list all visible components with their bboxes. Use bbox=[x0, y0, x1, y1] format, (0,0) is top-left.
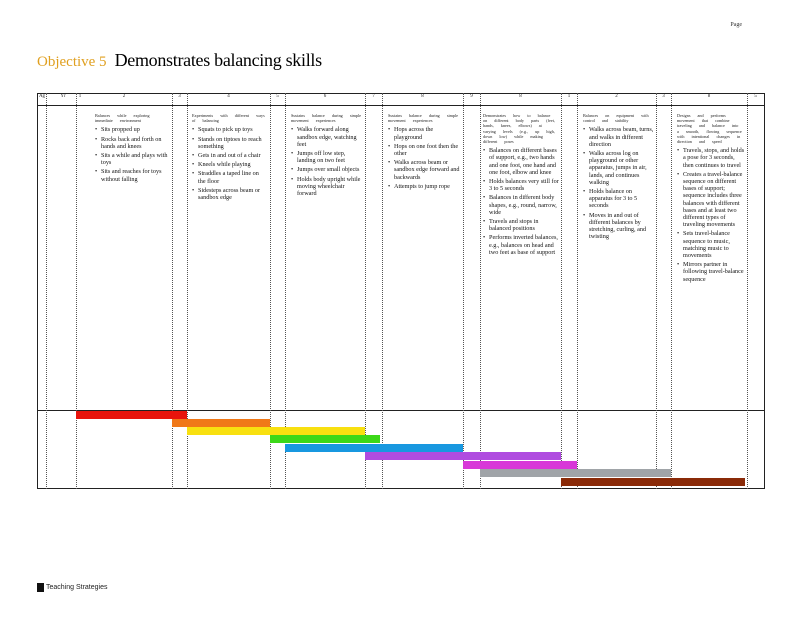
progression-chart bbox=[37, 93, 765, 489]
page-number: Page bbox=[730, 22, 742, 28]
column-intro: Experiments with different ways of balancing bbox=[192, 113, 265, 124]
list-item: • Squats to pick up toys bbox=[192, 126, 267, 133]
col-divider bbox=[382, 93, 383, 489]
brand-name: Teaching Strategies bbox=[46, 584, 108, 591]
column-level-2 bbox=[95, 113, 170, 185]
header-level: 9 bbox=[470, 94, 473, 99]
header-level: 8 bbox=[421, 94, 424, 99]
list-item: • Moves in and out of different balances by stretching, curling, and twisting bbox=[583, 212, 655, 241]
column-level-9 bbox=[483, 113, 559, 258]
header-age: Ag bbox=[38, 94, 46, 99]
color-bar-red bbox=[76, 411, 187, 419]
header-level: 5 bbox=[276, 94, 279, 99]
color-bar-yellow bbox=[187, 427, 365, 435]
list-item: • Jumps over small objects bbox=[291, 166, 363, 173]
col-divider bbox=[577, 93, 578, 489]
col-divider bbox=[480, 93, 481, 489]
list-item: • Creates a travel-balance sequence on different bases of support; sequence includes three balances with different bases and at least two different types of traveling movements bbox=[677, 171, 745, 229]
logo-mark-icon bbox=[37, 583, 44, 592]
header-level: 5 bbox=[754, 94, 757, 99]
list-item: • Hops on one foot then the other bbox=[388, 143, 461, 157]
list-item: • Holds balance on apparatus for 3 to 5 seconds bbox=[583, 188, 655, 210]
list-item: • Holds body upright while moving wheelchair forward bbox=[291, 176, 363, 198]
col-divider bbox=[76, 93, 77, 489]
column-intro: Balances on equipment with control and stability bbox=[583, 113, 649, 124]
list-item: • Gets in and out of a chair bbox=[192, 152, 267, 159]
right-border bbox=[764, 93, 765, 489]
page-title bbox=[37, 50, 322, 71]
list-item: • Mirrors partner in following travel-balance sequence bbox=[677, 261, 745, 283]
col-divider bbox=[561, 93, 562, 489]
left-border bbox=[37, 93, 38, 489]
col-divider bbox=[172, 93, 173, 489]
color-bar-brown bbox=[561, 478, 745, 486]
list-item: • Performs inverted balances, e.g., balances on head and two feet as base of support bbox=[483, 234, 559, 256]
list-item: • Hops across the playground bbox=[388, 126, 461, 140]
list-item: • Sits a while and plays with toys bbox=[95, 152, 170, 166]
column-intro: Demonstrates how to balance on different body parts (feet, hands, knees, elbows) at varying levels (e.g., up high, down low) while making different poses bbox=[483, 113, 555, 145]
column-intro: Designs and performs movement that combine traveling and balance into a smooth, flowing sequence with intentional changes in direction and speed bbox=[677, 113, 742, 145]
col-divider bbox=[656, 93, 657, 489]
list-item: • Travels and stops in balanced positions bbox=[483, 218, 559, 232]
color-bar-gray bbox=[480, 469, 671, 477]
list-item: • Travels, stops, and holds a pose for 3 seconds, then continues to travel bbox=[677, 147, 745, 169]
list-item: • Walks forward along sandbox edge, watching feet bbox=[291, 126, 363, 148]
header-level: 4 bbox=[227, 94, 230, 99]
header-year: Yr bbox=[60, 94, 66, 99]
list-item: • Walks across beam or sandbox edge forward and backwards bbox=[388, 159, 461, 181]
list-item: • Sets travel-balance sequence to music, matching music to movements bbox=[677, 230, 745, 259]
list-item: • Jumps off low step, landing on two feet bbox=[291, 150, 363, 164]
header-level: 6 bbox=[323, 94, 327, 99]
col-divider bbox=[747, 93, 748, 489]
list-item: • Holds balances very still for 3 to 5 seconds bbox=[483, 178, 559, 192]
column-level-10 bbox=[583, 113, 655, 242]
header-level: 8 bbox=[707, 94, 711, 99]
header-level: 3 bbox=[178, 94, 181, 99]
list-item: • Balances in different body shapes, e.g., round, narrow, wide bbox=[483, 194, 559, 216]
objective-label: Objective 5 bbox=[37, 54, 107, 70]
header-level: 2 bbox=[615, 94, 618, 99]
header-level: 1 bbox=[78, 94, 82, 99]
column-intro: Sustains balance during simple movement experiences bbox=[291, 113, 361, 124]
col-divider bbox=[46, 93, 47, 489]
list-item: • Balances on different bases of support, e.g., two hands and one foot, one hand and one foot, elbow and knee bbox=[483, 147, 559, 176]
column-level-4 bbox=[192, 113, 267, 203]
color-bar-purple bbox=[365, 452, 561, 460]
header-level: 8 bbox=[519, 94, 522, 99]
color-bar-blue bbox=[285, 444, 463, 452]
header-level: 1 bbox=[567, 94, 571, 99]
header-level: 2 bbox=[122, 94, 126, 99]
col-divider bbox=[463, 93, 464, 489]
color-bar-orange bbox=[172, 419, 270, 427]
color-bar-magenta bbox=[463, 461, 577, 469]
header-level: 3 bbox=[662, 94, 665, 99]
column-intro: Balances while exploring immediate environment bbox=[95, 113, 150, 124]
list-item: • Kneels while playing bbox=[192, 161, 267, 168]
col-divider bbox=[671, 93, 672, 489]
column-intro: Sustains balance during simple movement experiences bbox=[388, 113, 458, 124]
list-item: • Walks across log on playground or other apparatus, jumps in air, lands, and continues walking bbox=[583, 150, 655, 186]
objective-text: Demonstrates balancing skills bbox=[114, 50, 322, 70]
list-item: • Sits propped up bbox=[95, 126, 170, 133]
list-item: • Sidesteps across beam or sandbox edge bbox=[192, 187, 267, 201]
list-item: • Attempts to jump rope bbox=[388, 183, 461, 190]
column-level-6 bbox=[291, 113, 363, 199]
list-item: • Sits and reaches for toys without falling bbox=[95, 168, 170, 182]
column-level-8 bbox=[388, 113, 461, 192]
list-item: • Stands on tiptoes to reach something bbox=[192, 136, 267, 150]
col-divider bbox=[365, 93, 366, 489]
list-item: • Rocks back and forth on hands and knees bbox=[95, 136, 170, 150]
column-level-11 bbox=[677, 113, 745, 285]
color-bar-green bbox=[270, 435, 380, 443]
list-item: • Walks across beam, turns, and walks in different direction bbox=[583, 126, 655, 148]
header-level: 7 bbox=[372, 94, 375, 99]
list-item: • Straddles a taped line on the floor bbox=[192, 170, 267, 184]
brand-logo bbox=[37, 583, 107, 592]
